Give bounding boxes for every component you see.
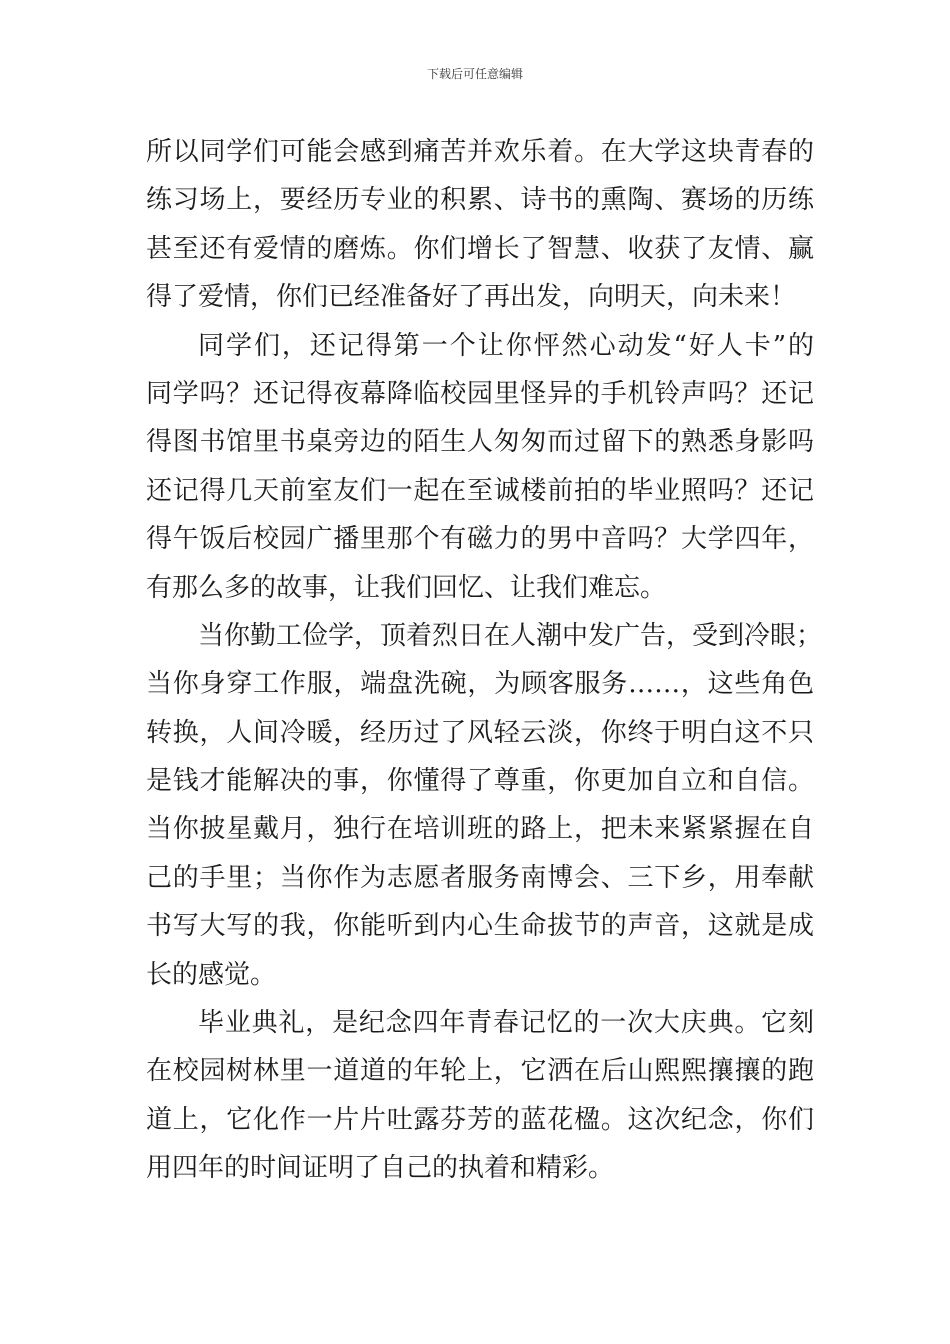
text-line: 当你身穿工作服，端盘洗碗，为顾客服务……，这些角色 [146, 669, 814, 700]
text-line: 当你勤工俭学，顶着烈日在人潮中发广告，受到冷眼； [198, 620, 823, 651]
text-line: 还记得几天前室友们一起在至诚楼前拍的毕业照吗？还记 [146, 475, 814, 506]
text-line: 所以同学们可能会感到痛苦并欢乐着。在大学这块青春的 [146, 137, 814, 167]
text-line: 长的感觉。 [146, 959, 277, 990]
text-line: 同学吗？还记得夜幕降临校园里怪异的手机铃声吗？还记 [146, 378, 814, 409]
text-line: 道上，它化作一片片吐露芬芳的蓝花楹。这次纪念，你们 [146, 1104, 814, 1135]
text-line: 在校园树林里一道道的年轮上，它洒在后山熙熙攘攘的跑 [146, 1056, 814, 1087]
text-line: 甚至还有爱情的磨炼。你们增长了智慧、收获了友情、赢 [146, 233, 814, 264]
document-body [146, 128, 823, 1193]
text-line: 毕业典礼，是纪念四年青春记忆的一次大庆典。它刻 [198, 1008, 814, 1039]
page-header: 下载后可任意编辑 [426, 67, 523, 81]
text-line: 用四年的时间证明了自己的执着和精彩。 [146, 1153, 615, 1184]
text-line: 得午饭后校园广播里那个有磁力的男中音吗？大学四年， [146, 524, 814, 555]
text-line: 有那么多的故事，让我们回忆、让我们难忘。 [146, 572, 667, 603]
text-line: 己的手里；当你作为志愿者服务南博会、三下乡，用奉献 [146, 862, 814, 893]
text-line: 书写大写的我，你能听到内心生命拔节的声音，这就是成 [146, 911, 814, 942]
text-line: 得了爱情，你们已经准备好了再出发，向明天，向未来！ [146, 282, 797, 313]
text-line: 转换，人间冷暖，经历过了风轻云淡，你终于明白这不只 [146, 717, 814, 748]
text-line: 当你披星戴月，独行在培训班的路上，把未来紧紧握在自 [146, 814, 814, 845]
text-line: 是钱才能解决的事，你懂得了尊重，你更加自立和自信。 [146, 766, 814, 797]
text-line: 得图书馆里书桌旁边的陌生人匆匆而过留下的熟悉身影吗 [146, 427, 814, 458]
text-line: 同学们，还记得第一个让你怦然心动发“好人卡”的 [198, 330, 814, 361]
text-line: 练习场上，要经历专业的积累、诗书的熏陶、赛场的历练 [146, 185, 814, 216]
